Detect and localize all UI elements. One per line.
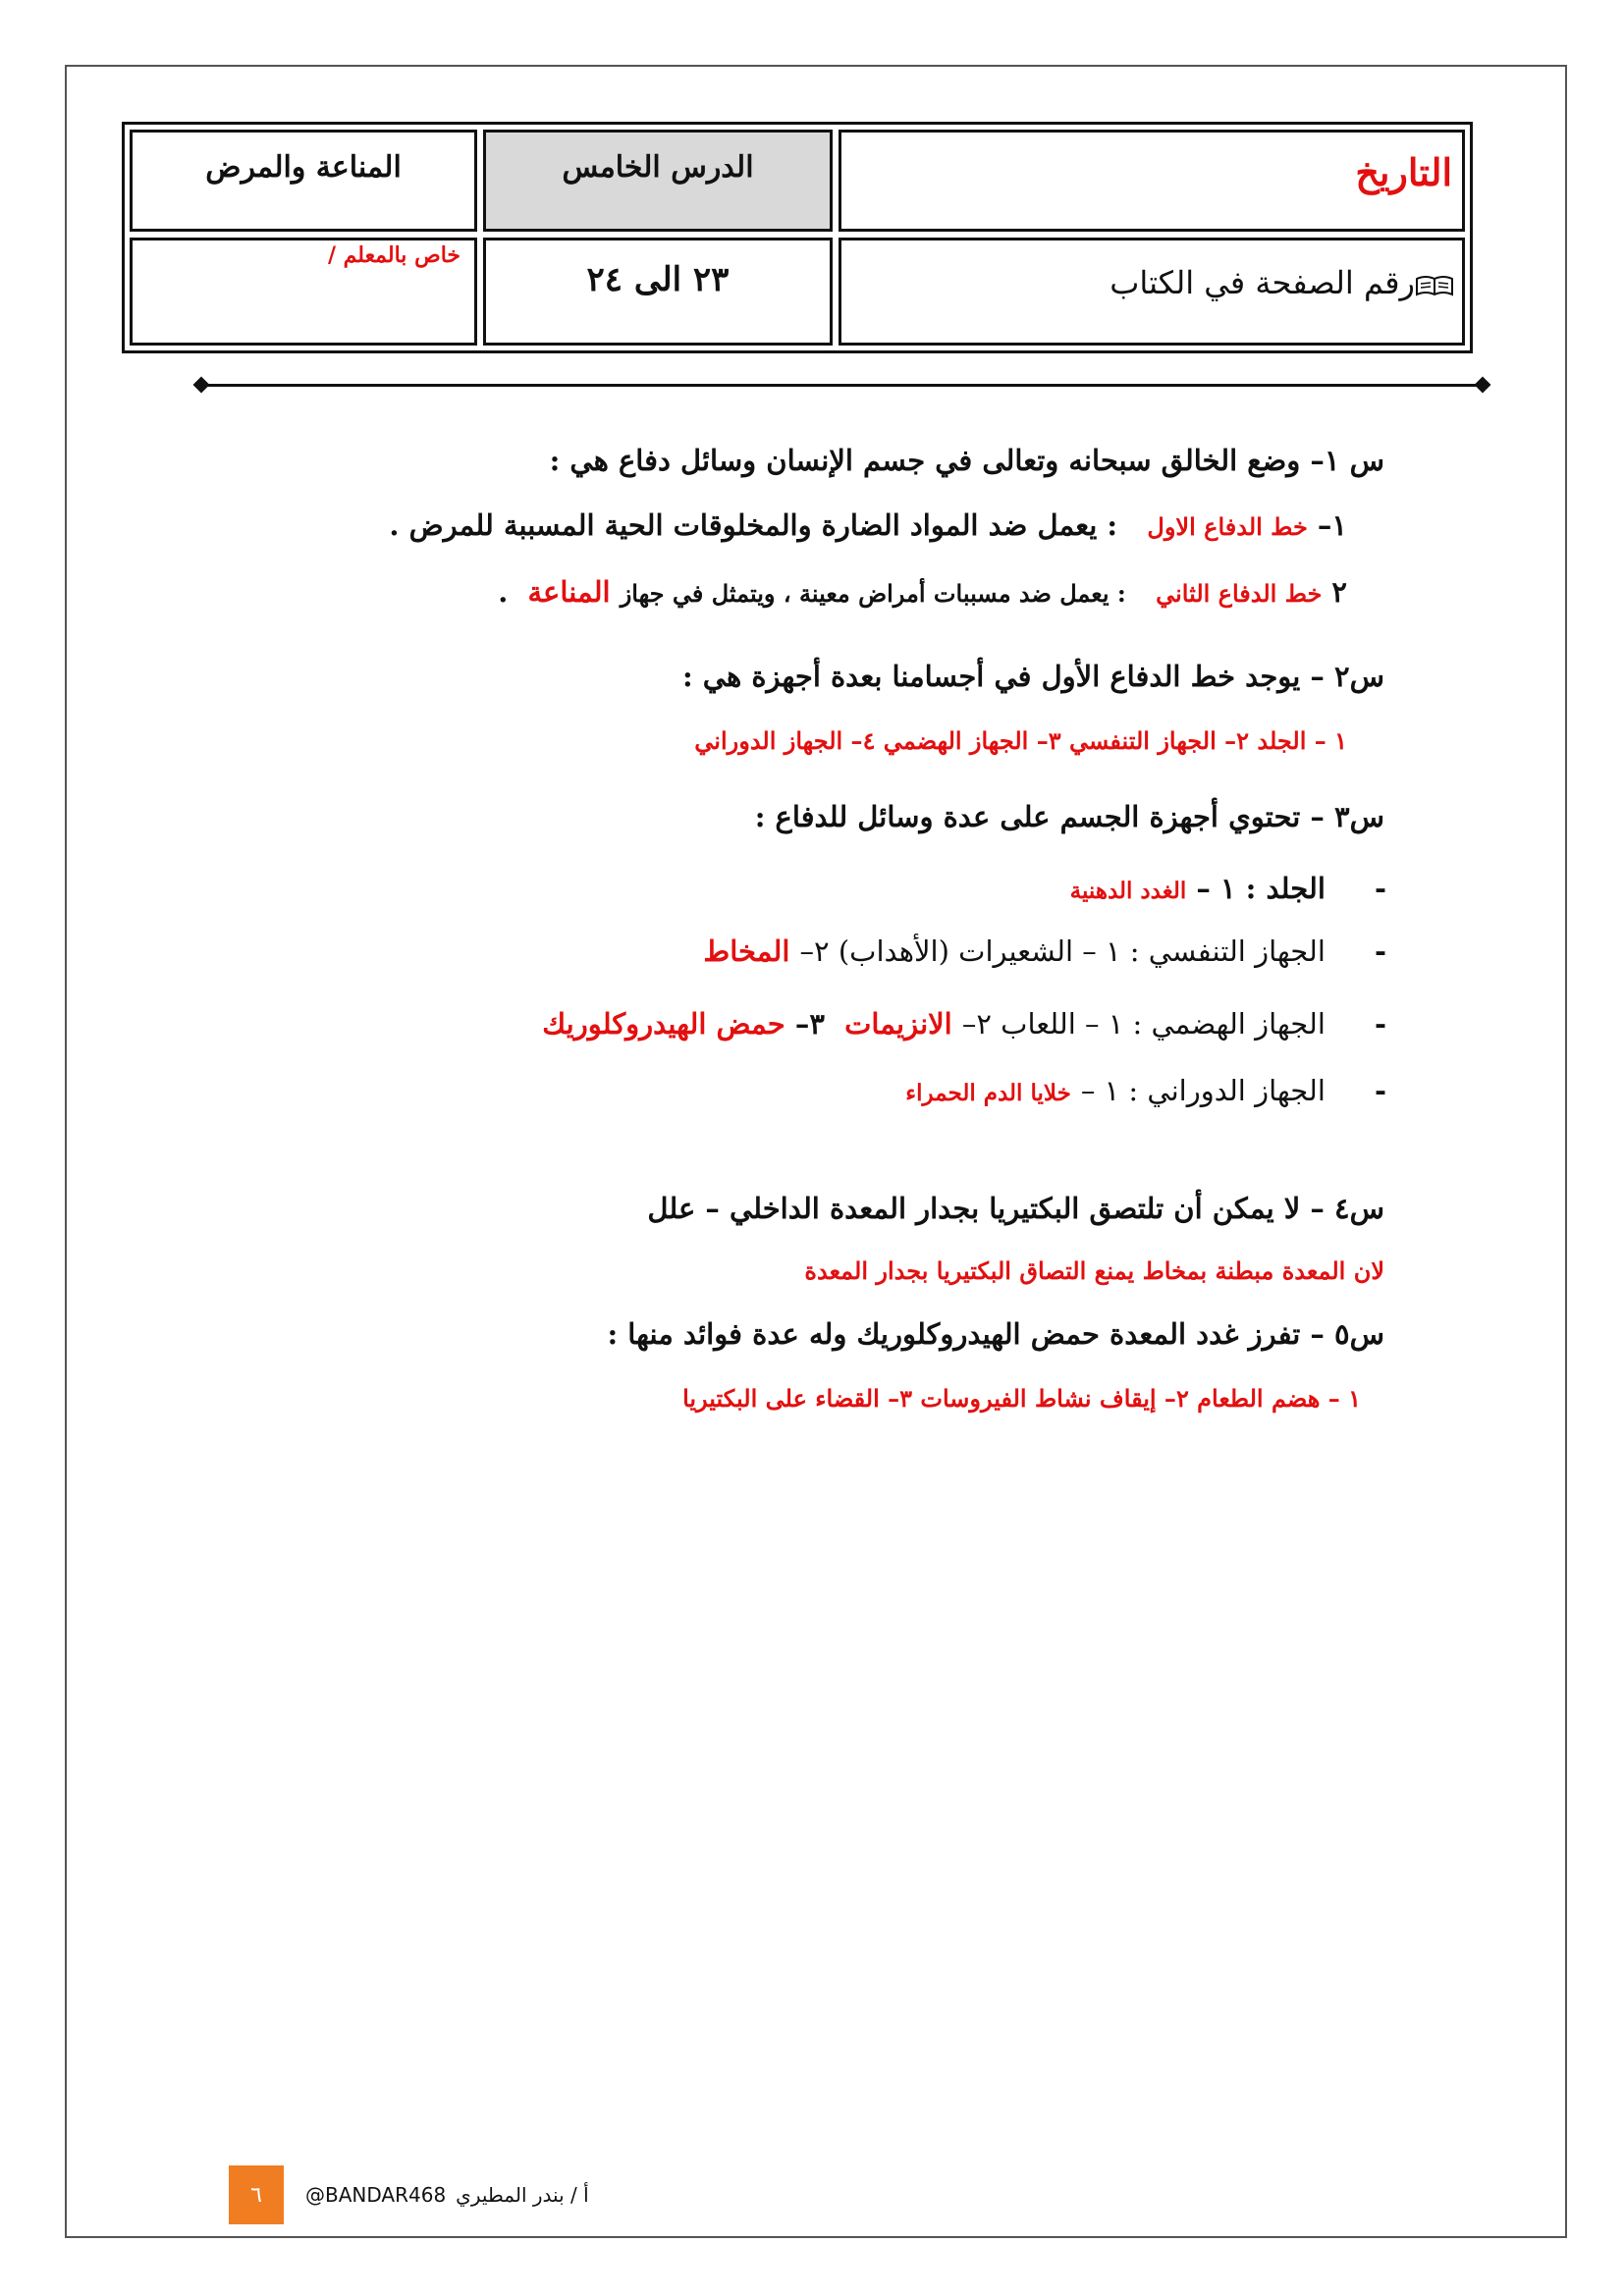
teacher-note-cell xyxy=(130,238,477,346)
q5-question: س٥ – تفرز غدد المعدة حمض الهيدروكلوريك وله عدة فوائد منها : xyxy=(607,1317,1384,1351)
q1-item2-label: خط الدفاع الثاني xyxy=(1156,579,1323,608)
q3-circ-answer: خلايا الدم الحمراء xyxy=(905,1080,1071,1106)
q3-skin-label: الجلد : ١ – xyxy=(1196,872,1326,905)
q3-skin xyxy=(1070,872,1386,905)
q3-dig-label2: ٣– xyxy=(794,1007,825,1041)
page-frame xyxy=(65,65,1567,2238)
q1-item1-text: : يعمل ضد المواد الضارة والمخلوقات الحية المسببة للمرض . xyxy=(389,508,1118,542)
page-label-cell xyxy=(839,238,1465,346)
subject-cell xyxy=(130,130,477,232)
q4-question: س٤ – لا يمكن أن تلتصق البكتيريا بجدار المعدة الداخلي – علل xyxy=(647,1192,1384,1225)
q3-resp-label: الجهاز التنفسي : ١ – الشعيرات (الأهداب) ٢– xyxy=(799,934,1326,968)
q3-respiratory xyxy=(703,934,1386,968)
q1-item2-text: : يعمل ضد مسببات أمراض معينة ، ويتمثل في جهاز xyxy=(620,579,1126,608)
q3-question: س٣ – تحتوي أجهزة الجسم على عدة وسائل للدفاع : xyxy=(754,800,1384,833)
page-footer xyxy=(229,2165,589,2224)
q1-item1-num: ١– xyxy=(1317,508,1347,542)
q5-answer: ١ – هضم الطعام ٢– إيقاف نشاط الفيروسات ٣– القضاء على البكتيريا xyxy=(682,1384,1361,1413)
lesson-cell xyxy=(483,130,833,232)
q3-resp-answer: المخاط xyxy=(703,934,790,968)
q1-item2-num: ٢ xyxy=(1331,575,1347,609)
q1-question: س ١– وضع الخالق سبحانه وتعالى في جسم الإنسان وسائل دفاع هي : xyxy=(549,444,1384,477)
q1-item1 xyxy=(389,508,1347,542)
q3-circ-label: الجهاز الدوراني : ١ – xyxy=(1080,1074,1326,1107)
subject-title: المناعة والمرض xyxy=(205,150,402,185)
q4-answer: لان المعدة مبطنة بمخاط يمنع التصاق البكتيريا بجدار المعدة xyxy=(804,1256,1384,1285)
footer-credit xyxy=(305,2183,589,2207)
pages-cell xyxy=(483,238,833,346)
q3-skin-answer: الغدد الدهنية xyxy=(1069,878,1187,904)
q1-item2 xyxy=(498,575,1347,609)
q3-dig-answer2: حمض الهيدروكلوريك xyxy=(542,1007,785,1041)
teacher-note: خاص بالمعلم / xyxy=(327,242,460,268)
page-range: ٢٣ الى ٢٤ xyxy=(586,260,730,299)
q3-circulatory xyxy=(905,1074,1386,1107)
date-cell xyxy=(839,130,1465,232)
q2-question: س٢ – يوجد خط الدفاع الأول في أجسامنا بعدة أجهزة هي : xyxy=(681,660,1384,693)
footer-author: أ / بندر المطيري xyxy=(456,2183,589,2207)
q3-bullet: - xyxy=(1374,934,1386,968)
q3-bullet: - xyxy=(1374,1007,1386,1041)
open-book-icon xyxy=(1415,274,1454,297)
q3-dig-answer1: الانزيمات xyxy=(844,1007,952,1041)
lesson-title: الدرس الخامس xyxy=(562,150,754,185)
page-label: رقم الصفحة في الكتاب xyxy=(1110,264,1415,301)
q1-item2-end: . xyxy=(498,575,509,609)
q3-bullet: - xyxy=(1374,872,1386,905)
q2-answer: ١ – الجلد ٢– الجهاز التنفسي ٣– الجهاز الهضمي ٤– الجهاز الدوراني xyxy=(694,726,1347,755)
lesson-header-table xyxy=(122,122,1473,353)
date-label: التاريخ xyxy=(1355,150,1452,194)
divider-rule xyxy=(201,384,1483,387)
q3-dig-label1: الجهاز الهضمي : ١ – اللعاب ٢– xyxy=(961,1007,1326,1041)
q3-bullet: - xyxy=(1374,1074,1386,1107)
q1-item1-label: خط الدفاع الاول xyxy=(1147,512,1308,541)
footer-handle: @BANDAR468 xyxy=(305,2183,447,2207)
page-number-badge: ٦ xyxy=(229,2165,284,2224)
q3-digestive xyxy=(542,1007,1386,1041)
q1-item2-immunity: المناعة xyxy=(527,575,611,609)
